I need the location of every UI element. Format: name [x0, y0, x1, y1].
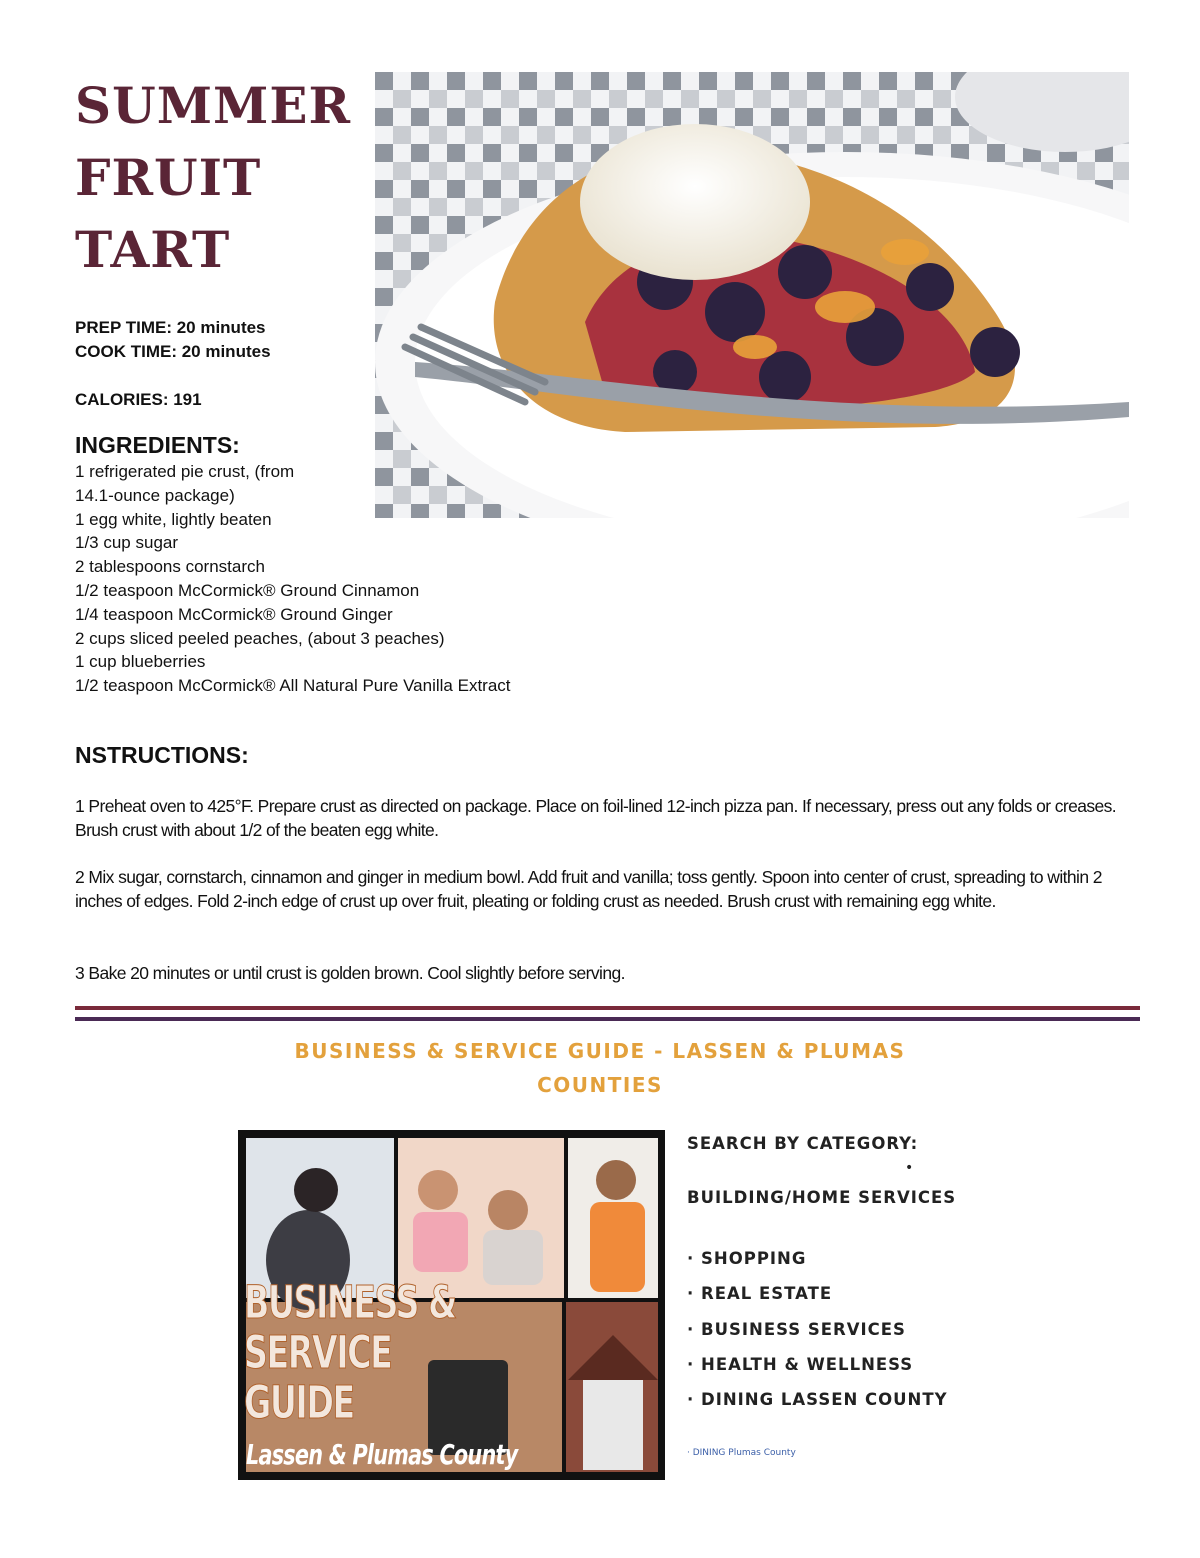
cook-time: COOK TIME: 20 minutes: [75, 342, 271, 361]
tart-photo: [375, 72, 1129, 518]
search-category-heading: SEARCH BY CATEGORY:: [687, 1134, 919, 1153]
instruction-step-1: 1 Preheat oven to 425°F. Prepare crust as directed on package. Place on foil-lined 12-inch pizza pan. If necessary, press out any folds or creases. Brush crust with about 1/2 of the beaten egg white.: [75, 796, 1117, 840]
ingredient-item: 1 egg white, lightly beaten: [75, 509, 272, 529]
ingredient-item: 1 refrigerated pie crust, (from: [75, 462, 295, 481]
category-health-wellness[interactable]: · HEALTH & WELLNESS: [687, 1355, 914, 1374]
guide-banner-image[interactable]: [238, 1130, 665, 1480]
category-dining-plumas[interactable]: · DINING Plumas County: [687, 1448, 796, 1458]
guide-title-line-1: BUSINESS & SERVICE GUIDE - LASSEN & PLUMAS: [294, 1039, 906, 1063]
title-line-1: SUMMER: [75, 76, 352, 135]
guide-image-line-2: SERVICE: [244, 1326, 392, 1379]
ingredient-item: 1/3 cup sugar: [75, 533, 179, 553]
title-line-3: TART: [75, 220, 231, 279]
category-real-estate[interactable]: · REAL ESTATE: [687, 1284, 833, 1303]
ingredient-item: 1/2 teaspoon McCormick® All Natural Pure Vanilla Extract: [75, 676, 511, 696]
guide-image-text: [244, 1278, 456, 1428]
instruction-step-3: 3 Bake 20 minutes or until crust is golden brown. Cool slightly before serving.: [75, 963, 625, 983]
guide-title[interactable]: [260, 1034, 940, 1102]
title-line-2: FRUIT: [75, 148, 262, 207]
category-business-services[interactable]: · BUSINESS SERVICES: [687, 1320, 906, 1339]
bullet-dot: •: [905, 1160, 914, 1176]
category-building-home[interactable]: BUILDING/HOME SERVICES: [687, 1188, 957, 1207]
guide-image-line-1: BUSINESS &: [244, 1276, 456, 1329]
guide-image-line-3: GUIDE: [244, 1376, 354, 1429]
category-dining-lassen[interactable]: · DINING LASSEN COUNTY: [687, 1390, 948, 1409]
ingredient-item: 14.1-ounce package): [75, 485, 235, 505]
guide-image-subtitle: Lassen & Plumas County: [246, 1438, 518, 1471]
divider-rule-top: [75, 1006, 1140, 1010]
ingredient-item: 1/2 teaspoon McCormick® Ground Cinnamon: [75, 580, 420, 600]
ingredients-list: [75, 460, 511, 698]
ingredient-item: 1 cup blueberries: [75, 652, 206, 672]
ingredient-item: 2 cups sliced peeled peaches, (about 3 peaches): [75, 628, 445, 648]
ingredient-item: 1/4 teaspoon McCormick® Ground Ginger: [75, 604, 393, 624]
guide-title-line-2: COUNTIES: [537, 1073, 663, 1097]
divider-rule-bottom: [75, 1017, 1140, 1021]
instructions-heading: NSTRUCTIONS:: [75, 742, 249, 768]
prep-time: PREP TIME: 20 minutes: [75, 318, 266, 337]
tart-photo-illustration: [375, 72, 1129, 518]
instruction-step-2: 2 Mix sugar, cornstarch, cinnamon and ginger in medium bowl. Add fruit and vanilla; toss gently. Spoon into center of crust, spreading to within 2 inches of edges. Fold 2-inch edge of crust up over fruit, pleating or folding crust as needed. Brush crust with remaining egg white.: [75, 867, 1102, 911]
calories: CALORIES: 191: [75, 390, 202, 409]
ingredient-item: 2 tablespoons cornstarch: [75, 557, 265, 577]
ingredients-heading: INGREDIENTS:: [75, 432, 240, 458]
recipe-title: [75, 70, 351, 286]
category-shopping[interactable]: · SHOPPING: [687, 1249, 807, 1268]
